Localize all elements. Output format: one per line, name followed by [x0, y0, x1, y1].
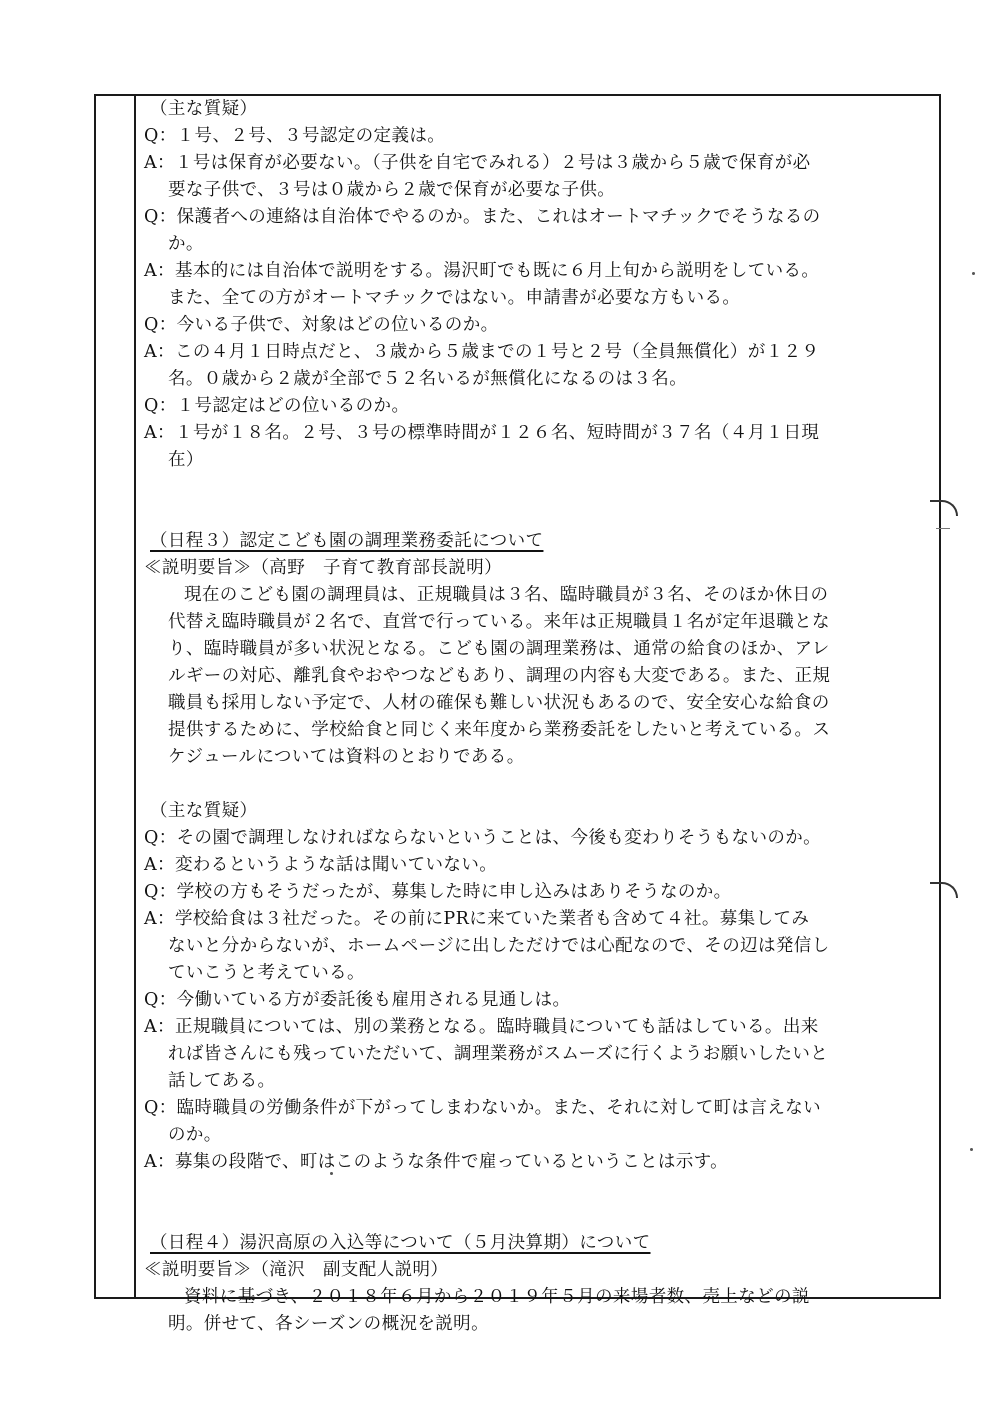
answer-line: 名。０歳から２歳が全部で５２名いるが無償化になるのは３名。	[168, 369, 688, 389]
body-line: 現在のこども園の調理員は、正規職員は３名、臨時職員が３名、そのほか休日の	[184, 585, 829, 605]
body-line: 職員も採用しない予定で、人材の確保も難しい状況もあるので、安全安心な給食の	[168, 693, 830, 713]
answer-line: ないと分からないが、ホームページに出しただけでは心配なので、その辺は発信し	[168, 936, 830, 956]
section-subtitle: ≪説明要旨≫（滝沢 副支配人説明）	[144, 1260, 449, 1280]
question-line: Q：１号認定はどの位いるのか。	[144, 396, 410, 416]
body-line: ルギーの対応、離乳食やおやつなどもあり、調理の内容も大変である。また、正規	[168, 666, 831, 686]
question-line: Q：学校の方もそうだったが、募集した時に申し込みはありそうなのか。	[144, 882, 732, 902]
question-line: Q：臨時職員の労働条件が下がってしまわないか。また、それに対して町は言えない	[144, 1098, 822, 1118]
question-line: Q：その園で調理しなければならないということは、今後も変わりそうもないのか。	[144, 828, 822, 848]
qa-heading: （主な質疑）	[150, 99, 258, 119]
body-line: ケジュールについては資料のとおりである。	[168, 747, 525, 767]
scan-dot	[972, 272, 975, 275]
minutes-content	[144, 96, 924, 1338]
body-line: 提供するために、学校給食と同じく来年度から業務委託をしたいと考えている。ス	[168, 720, 831, 740]
scan-dash	[936, 528, 950, 529]
section-title: （日程４）湯沢高原の入込等について（５月決算期）について	[150, 1233, 651, 1253]
question-line: Q：保護者への連絡は自治体でやるのか。また、これはオートマチックでそうなるの	[144, 207, 821, 227]
body-line: 明。併せて、各シーズンの概況を説明。	[168, 1314, 489, 1334]
answer-line: 話してある。	[168, 1071, 276, 1091]
answer-line: また、全ての方がオートマチックではない。申請書が必要な方もいる。	[168, 288, 741, 308]
answer-line: A：１号が１８名。２号、３号の標準時間が１２６名、短時間が３７名（４月１日現	[144, 423, 820, 443]
answer-line: A：変わるというような話は聞いていない。	[144, 855, 498, 875]
answer-line: ていこうと考えている。	[168, 963, 365, 983]
question-line: Q：１号、２号、３号認定の定義は。	[144, 126, 446, 146]
body-line: 代替え臨時職員が２名で、直営で行っている。来年は正規職員１名が定年退職とな	[168, 612, 830, 632]
answer-line: れば皆さんにも残っていただいて、調理業務がスムーズに行くようお願いしたいと	[168, 1044, 829, 1064]
section-subtitle: ≪説明要旨≫（高野 子育て教育部長説明）	[144, 558, 502, 578]
answer-line: A：１号は保育が必要ない。（子供を自宅でみれる）２号は３歳から５歳で保育が必	[144, 153, 811, 173]
question-line: Q：今働いている方が委託後も雇用される見通しは。	[144, 990, 571, 1010]
punch-hole-mark-top	[930, 500, 958, 516]
section-title: （日程３）認定こども園の調理業務委託について	[150, 531, 544, 551]
body-line: 資料に基づき、２０１８年６月から２０１９年５月の来場者数、売上などの説	[184, 1287, 810, 1307]
column-divider	[134, 94, 136, 1299]
scan-dot	[970, 1148, 973, 1151]
body-line: り、臨時職員が多い状況となる。こども園の調理業務は、通常の給食のほか、アレ	[168, 639, 830, 659]
question-line: Q：今いる子供で、対象はどの位いるのか。	[144, 315, 499, 335]
answer-line: A：募集の段階で、町はこのような条件で雇っているということは示す。	[144, 1152, 729, 1172]
qa-heading: （主な質疑）	[150, 801, 258, 821]
question-line: のか。	[168, 1125, 222, 1145]
answer-line: A：学校給食は３社だった。その前にPRに来ていた業者も含めて４社。募集してみ	[144, 909, 810, 929]
punch-hole-mark-bottom	[930, 882, 958, 898]
answer-line: 在）	[168, 450, 204, 470]
answer-line: A：基本的には自治体で説明をする。湯沢町でも既に６月上旬から説明をしている。	[144, 261, 820, 281]
answer-line: A：正規職員については、別の業務となる。臨時職員についても話はしている。出来	[144, 1017, 819, 1037]
question-line: か。	[168, 234, 204, 254]
answer-line: A：この４月１日時点だと、３歳から５歳までの１号と２号（全員無償化）が１２９	[144, 342, 820, 362]
answer-line: 要な子供で、３号は０歳から２歳で保育が必要な子供。	[168, 180, 616, 200]
